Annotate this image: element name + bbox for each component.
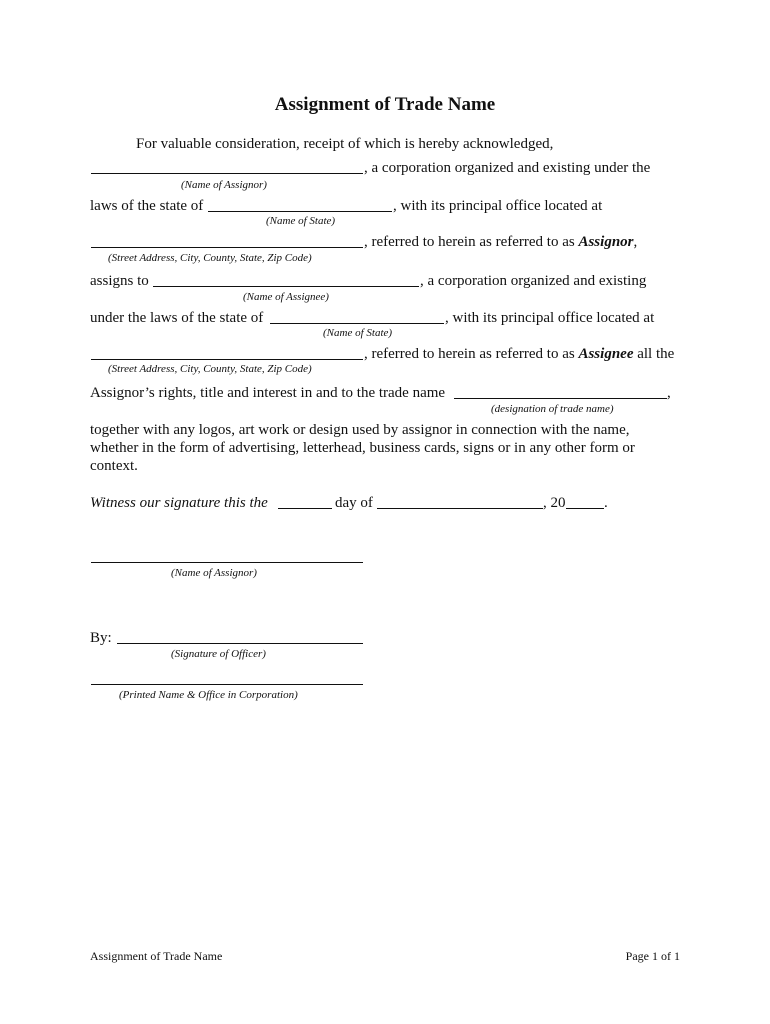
line5-label: under the laws of the state of: [90, 310, 264, 326]
trade-name-caption: (designation of trade name): [491, 403, 614, 415]
printed-name-line[interactable]: [91, 684, 363, 685]
document-title: Assignment of Trade Name: [274, 94, 496, 115]
line4-text: , a corporation organized and existing: [420, 273, 647, 289]
assignor-term: Assignor: [578, 234, 634, 250]
witness-day-label: day of: [335, 495, 373, 511]
page-number: Page 1 of 1: [625, 949, 680, 963]
footer-title: Assignment of Trade Name: [90, 949, 223, 963]
line7-comma: ,: [667, 385, 671, 401]
line4-label: assigns to: [90, 273, 149, 289]
witness-day-field[interactable]: [278, 508, 332, 509]
line6-text: , referred to herein as referred to as: [364, 346, 575, 362]
witness-period: .: [604, 495, 608, 511]
line3-text: , referred to herein as referred to as: [364, 234, 575, 250]
assignee-term: Assignee: [578, 346, 634, 362]
officer-signature-line[interactable]: [117, 643, 363, 644]
signature-assignor-caption: (Name of Assignor): [171, 567, 257, 579]
intro-text: For valuable consideration, receipt of which is hereby acknowledged,: [136, 136, 554, 152]
witness-year-label: , 20: [543, 495, 566, 511]
trade-name-field[interactable]: [454, 398, 667, 399]
line2-label: laws of the state of: [90, 198, 204, 214]
address-caption-1: (Street Address, City, County, State, Zip Code): [108, 252, 312, 264]
line6-tail: all the: [637, 346, 675, 362]
officer-signature-caption: (Signature of Officer): [171, 648, 266, 660]
witness-year-field[interactable]: [566, 508, 604, 509]
witness-month-field[interactable]: [377, 508, 543, 509]
state-caption-2: (Name of State): [323, 327, 393, 339]
address-caption-2: (Street Address, City, County, State, Zip Code): [108, 363, 312, 375]
body-paragraph: together with any logos, art work or design used by assignor in connection with the name, whether in the form of advertising, letterhead, business cards, signs or in any other form or context.: [90, 422, 635, 474]
assignor-address-field[interactable]: [91, 247, 363, 248]
by-label: By:: [90, 630, 112, 646]
witness-text: Witness our signature this the: [90, 495, 268, 511]
line2-text: , with its principal office located at: [393, 198, 603, 214]
line5-text: , with its principal office located at: [445, 310, 655, 326]
assignee-state-field[interactable]: [270, 323, 444, 324]
assignee-name-field[interactable]: [153, 286, 419, 287]
printed-name-caption: (Printed Name & Office in Corporation): [119, 689, 298, 701]
assignor-name-caption: (Name of Assignor): [181, 179, 267, 191]
assignee-name-caption: (Name of Assignee): [243, 291, 329, 303]
assignor-signature-line[interactable]: [91, 562, 363, 563]
assignor-name-field[interactable]: [91, 173, 363, 174]
line1-text: , a corporation organized and existing under the: [364, 160, 651, 176]
state-caption-1: (Name of State): [266, 215, 336, 227]
line3-comma: ,: [633, 234, 638, 250]
line7-text: Assignor’s rights, title and interest in and to the trade name: [90, 385, 446, 401]
assignee-address-field[interactable]: [91, 359, 363, 360]
assignor-state-field[interactable]: [208, 211, 392, 212]
